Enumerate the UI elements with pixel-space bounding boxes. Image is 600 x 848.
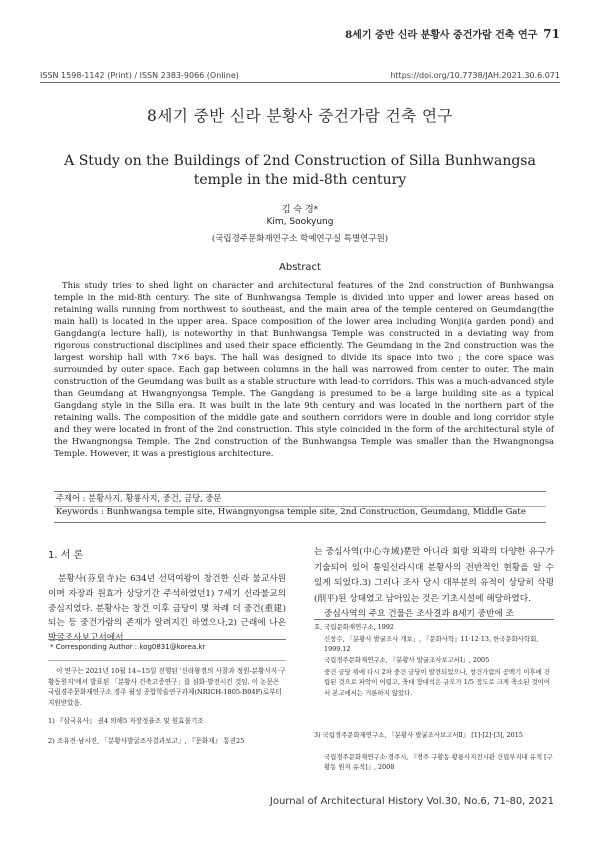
footnote-right-6: 국립경주문화재연구소·경주시, 『경주 구황동 황룡사지전시관 건립부지내 유적 [구황동 원지 유적]』, 2008	[324, 753, 553, 772]
abstract-text: This study tries to shed light on character and architectural features of the 2nd construction of Bunhwangsa temple in the mid-8th century. The site of Bunhwangsa Temple is divided into upper and lower areas based on retaining walls running from northwest to southeast, and the main area of the temple centered on Geumdang(the main hall) is located in the upper area. Space composition of the lower area including Wonji(a garden pond) and Gangdang(a lecture hall), is noteworthy in that Bunhwangsa Temple was constructed in a deviating way from rigorous constructional disciplines and used their space efficiently. The Geumdang in the 2nd construction was the largest worship hall with 7×6 bays. The hall was designed to divide its space into two ; the core space was surrounded by outer space. Each gap between columns in the hall was narrowed from center to outer. The main construction of the Geumdang was built as a stable structure with lead-to corridors. This was a much-advanced style than Geumdang at Hwangnyongsa Temple. The Gangdang is presumed to be a large building site as a typical Gangdang style in the Silla era. It was built in the late 9th century and was located in the northern part of the retaining walls. The composition of the middle gate and southern corridors were in double and long corridor style and they were located in front of the 2nd construction. This style coincided in the form of the architectural style of the Hwangnongsa Temple. The 2nd construction of the Bunhwangsa Temple was smaller than the Hwangnongsa Temple. However, it was a prestigious architecture.	[54, 280, 554, 458]
keywords-bottom-rule	[54, 522, 546, 523]
body-right-paragraph-2: 중심사역의 주요 건물은 조사결과 8세기 중반에 조	[324, 609, 514, 619]
footnote-right-1: 호, 국립문화재연구소, 1992	[314, 623, 394, 631]
footnote-divider-left	[48, 660, 286, 661]
section-heading: 1. 서 론	[48, 550, 84, 561]
running-title: 8세기 중반 신라 분황사 중건가람 건축 연구	[345, 30, 538, 41]
acknowledgement: 이 연구는 2021년 10월 14~15일 진행된 '신라왕경의 사찰과 정원-분황사지·구황동원지'에서 발표된 「분황사 건축고증연구」를 심화·발전시킨 것임. 이 논문은 국립경주문화재연구소 경주 월성 종합학술연구과제(NRICH-1805-B04F)로부터 지원받았음.	[48, 667, 286, 707]
footnote-right-2: 신창수, 「분황사 발굴조사 개보」, 『문화사학』11·12·13, 한국문화사학회, 1999.12	[324, 635, 539, 654]
footnote-rule-left	[48, 639, 286, 640]
issn: ISSN 1598-1142 (Print) / ISSN 2383-9066 (Online)	[40, 71, 239, 80]
title-korean: 8세기 중반 신라 분황사 중건가람 건축 연구	[147, 107, 453, 125]
page-number: 71	[543, 27, 560, 41]
author-korean: 김 숙 경*	[281, 205, 319, 215]
footnote-right-4: 중건 금당 위에 다시 2차 중건 금당이 발견되었으나, 창건가람의 공백기 이후에 건립된 것으로 파악이 어렵고, 축대 장대석은 규모가 1/5 정도로 크게 축소된 것이어서 본고에서는 거론하지 않았다.	[324, 668, 551, 697]
footnote-rule-right	[314, 619, 554, 620]
body-right-paragraph-1: 는 중심사역(中心寺域)뿐만 아니라 회랑 외곽의 다양한 유구가 기술되어 있어 통일신라시대 분황사의 전반적인 현황을 알 수 있게 되었다.3) 그러나 조사 당시 대부분의 유적이 상당히 삭평(削平)된 상태였고 남아있는 것은 기초시설에 해당하였다.	[314, 547, 554, 604]
footnote-2: 2) 조유전·남시진, 「분황사발굴조사결과보고」, 『문화재』 통권25	[48, 737, 245, 745]
abstract-heading: Abstract	[279, 262, 321, 273]
body-left-column: 분황사(芬皇寺)는 634년 선덕여왕이 창건한 신라 불교사원이며 자장과 원효가 상당기간 주석하였던1) 7세기 신라불교의 중심지였다. 분황사는 창건 이후 금당이 몇 차례 더 중건(重建)되는 등 중건가람의 존재가 알려지긴 하였으나,2) 근래에 나온 발굴조사보고서에서	[48, 574, 286, 644]
body-right-column	[314, 545, 554, 623]
keywords-english: Keywords : Bunhwangsa temple site, Hwangnyongsa temple site, 2nd Construction, Geumdang, Middle Gate	[56, 507, 526, 517]
footnote-right-5: 3) 국립경주문화재연구소, 『분황사 발굴조사보고서Ⅱ』 [1]·[2]·[3], 2015	[314, 731, 523, 739]
footnote-1: 1) 『삼국유사』 권4 의해5 자장정율조 및 원효불기조	[48, 717, 204, 725]
journal-footer: Journal of Architectural History Vol.30, No.6, 71-80, 2021	[269, 796, 554, 807]
footnote-right-3: 국립경주문화재연구소, 『분황사 발굴조사보고서Ⅰ』, 2005	[324, 656, 490, 664]
keywords-korean: 주제어 : 분황사지, 황룡사지, 중건, 금당, 중문	[56, 493, 222, 503]
corresponding-author: * Corresponding Author : kog0831@korea.kr	[50, 643, 206, 651]
author-english: Kim, Sookyung	[266, 217, 334, 227]
running-header	[345, 26, 560, 41]
affiliation: (국립경주문화재연구소 학예연구실 특별연구원)	[211, 234, 389, 244]
title-english: A Study on the Buildings of 2nd Construction of Silla Bunhwangsa temple in the mid-8th century	[64, 153, 536, 188]
doi-link[interactable]: https://doi.org/10.7738/JAH.2021.30.6.071	[390, 71, 560, 80]
header-rule	[40, 82, 560, 83]
